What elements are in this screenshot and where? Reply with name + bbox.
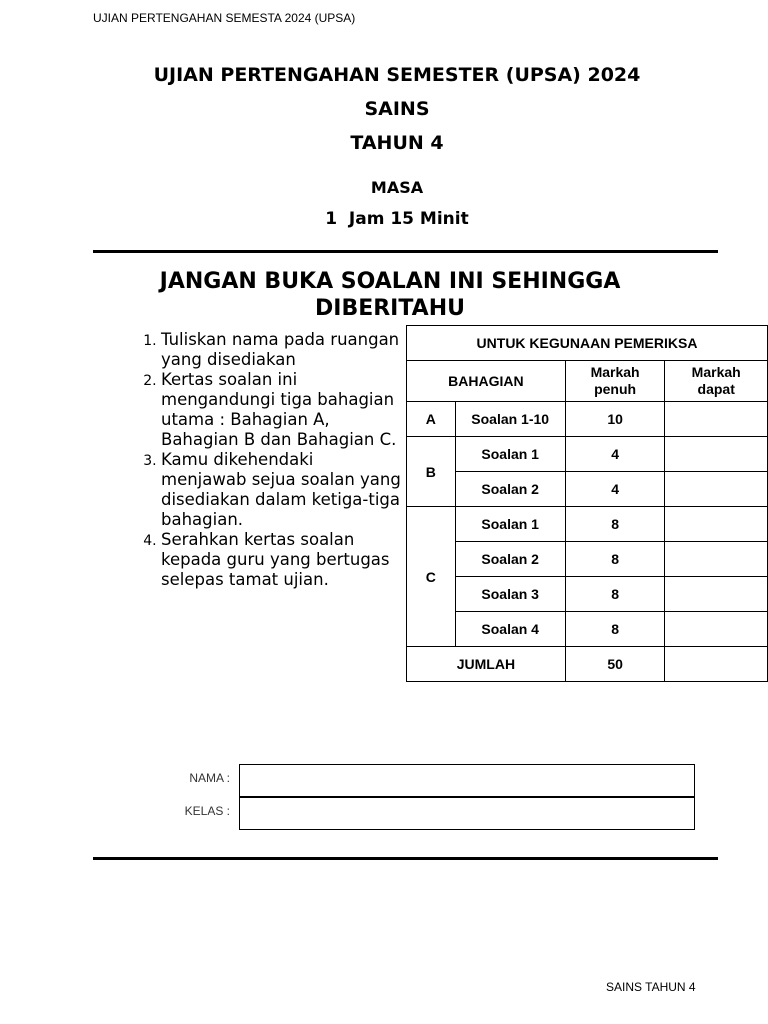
score-cell[interactable]: [665, 542, 768, 577]
question-cell: Soalan 1: [455, 437, 565, 472]
total-score-cell[interactable]: [665, 647, 768, 682]
full-mark-cell: 10: [565, 402, 665, 437]
full-mark-cell: 8: [565, 612, 665, 647]
examiner-marks-table: [406, 325, 768, 682]
name-label: NAMA :: [189, 771, 230, 785]
section-a: A: [407, 402, 456, 437]
warning-heading: JANGAN BUKA SOALAN INI SEHINGGA DIBERITAHU: [159, 269, 621, 321]
score-cell[interactable]: [665, 577, 768, 612]
score-cell[interactable]: [665, 402, 768, 437]
question-cell: Soalan 1: [455, 507, 565, 542]
running-footer: SAINS TAHUN 4: [606, 980, 696, 994]
table-title: UNTUK KEGUNAAN PEMERIKSA: [407, 326, 768, 361]
total-label: JUMLAH: [407, 647, 566, 682]
score-cell[interactable]: [665, 507, 768, 542]
instruction-item: 3. Kamu dikehendaki menjawab sejua soalan yang disediakan dalam ketiga-tiga bahagian.: [161, 450, 401, 530]
full-mark-cell: 4: [565, 472, 665, 507]
name-field[interactable]: [239, 764, 695, 797]
section-c: C: [407, 507, 456, 647]
running-header: UJIAN PERTENGAHAN SEMESTA 2024 (UPSA): [93, 11, 356, 25]
full-mark-cell: 4: [565, 437, 665, 472]
class-label: KELAS :: [184, 804, 230, 818]
time-label: MASA: [370, 178, 424, 197]
question-cell: Soalan 1-10: [455, 402, 565, 437]
question-cell: Soalan 3: [455, 577, 565, 612]
question-cell: Soalan 2: [455, 472, 565, 507]
top-divider: [93, 250, 718, 253]
full-mark-cell: 8: [565, 507, 665, 542]
subject-title: SAINS: [364, 98, 430, 120]
full-mark-cell: 8: [565, 542, 665, 577]
instruction-item: 4. Serahkan kertas soalan kepada guru yang bertugas selepas tamat ujian.: [161, 530, 401, 590]
total-full-mark: 50: [565, 647, 665, 682]
col-header-full: Markah penuh: [565, 361, 665, 402]
instruction-item: 2. Kertas soalan ini mengandungi tiga bahagian utama : Bahagian A, Bahagian B dan Bahagian C.: [161, 370, 401, 450]
year-title: TAHUN 4: [350, 132, 444, 154]
exam-title: UJIAN PERTENGAHAN SEMESTER (UPSA) 2024: [153, 64, 641, 86]
score-cell[interactable]: [665, 472, 768, 507]
instruction-item: 1. Tuliskan nama pada ruangan yang disediakan: [161, 330, 401, 370]
instructions-list: [137, 330, 401, 590]
question-cell: Soalan 2: [455, 542, 565, 577]
col-header-section: BAHAGIAN: [407, 361, 566, 402]
full-mark-cell: 8: [565, 577, 665, 612]
section-b: B: [407, 437, 456, 507]
question-cell: Soalan 4: [455, 612, 565, 647]
score-cell[interactable]: [665, 437, 768, 472]
time-value: 1 Jam 15 Minit: [325, 209, 469, 229]
col-header-got: Markah dapat: [665, 361, 768, 402]
bottom-divider: [93, 857, 718, 860]
class-field[interactable]: [239, 797, 695, 830]
score-cell[interactable]: [665, 612, 768, 647]
